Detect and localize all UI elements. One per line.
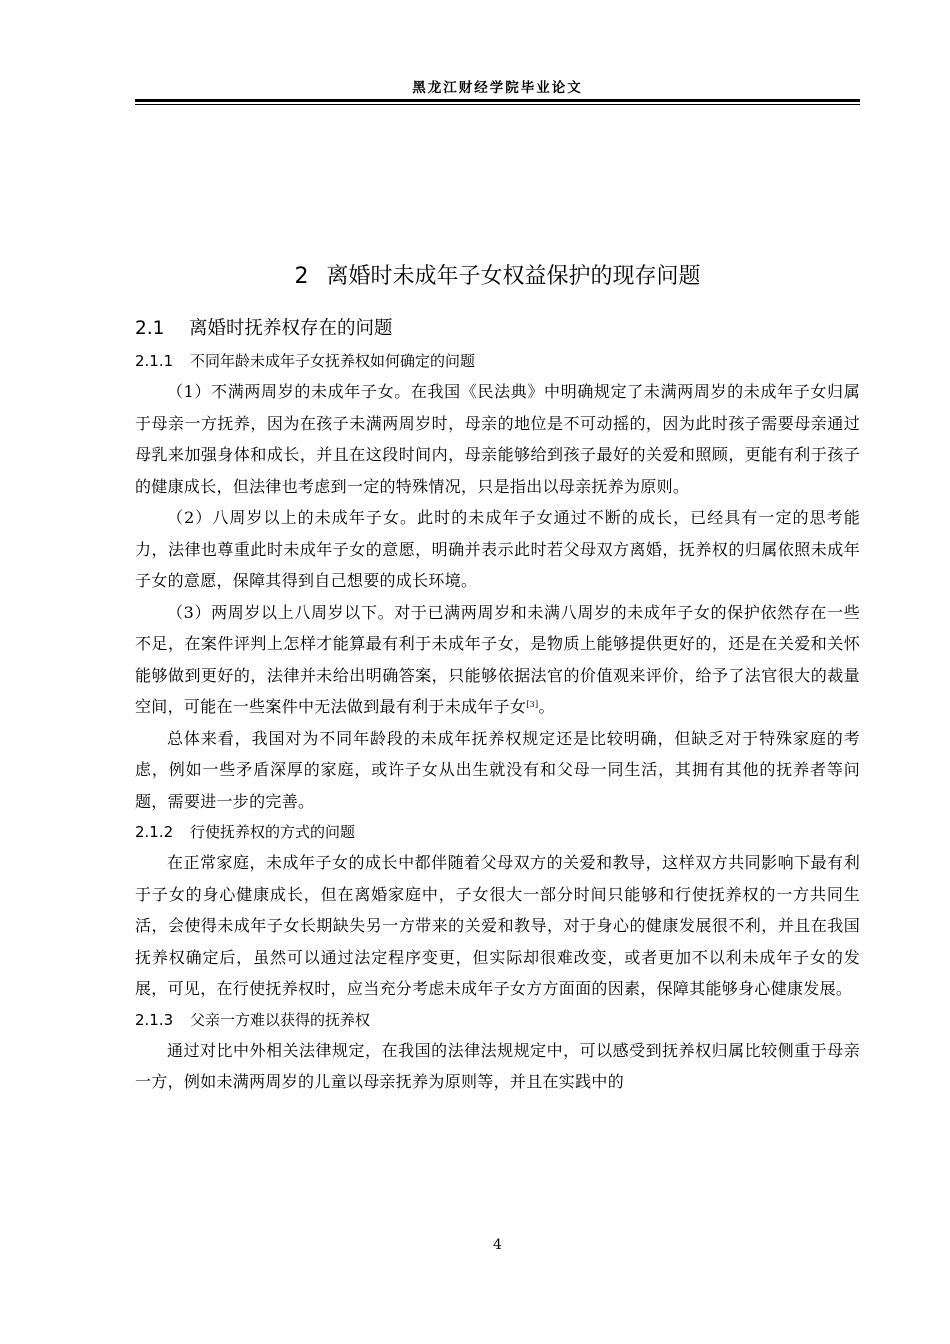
page-number: 4 bbox=[493, 1237, 502, 1253]
chapter-title-text: 离婚时未成年子女权益保护的现存问题 bbox=[326, 264, 701, 289]
paragraph: 通过对比中外相关法律规定，在我国的法律法规规定中，可以感受到抚养权归属比较侧重于母亲一方，例如未满两周岁的儿童以母亲抚养为原则等，并且在实践中的 bbox=[135, 1040, 860, 1091]
chapter-title bbox=[135, 261, 860, 293]
subsection-title: 不同年龄未成年子女抚养权如何确定的问题 bbox=[190, 352, 476, 370]
subsection-title: 父亲一方难以获得的抚养权 bbox=[190, 1010, 371, 1029]
subsection-title: 行使抚养权的方式的问题 bbox=[190, 823, 356, 841]
paragraph-text: （3）两周岁以上八周岁以下。对于已满两周岁和未满八周岁的未成年子女的保护依然存在一些不足，在案件评判上怎样才能算最有利于未成年子女，是物质上能够提供更好的，还是在关爱和关怀能够做到更好的，法律并未给出明确答案，只能够依据法官的价值观来评价，给予了法官很大的裁量空间，可能在一些案件中无法做到最有利于未成年子女 bbox=[135, 602, 860, 716]
paragraph: （2）八周岁以上的未成年子女。此时的未成年子女通过不断的成长，已经具有一定的思考能力，法律也尊重此时未成年子女的意愿，明确并表示此时若父母双方离婚，抚养权的归属依照未成年子女的意愿，保障其得到自己想要的成长环境。 bbox=[135, 508, 860, 590]
subsection-number: 2.1.3 bbox=[135, 1010, 174, 1029]
section-heading-2-1 bbox=[135, 312, 860, 346]
subsection-heading-2-1-2 bbox=[135, 817, 860, 847]
running-header: 黑龙江财经学院毕业论文 bbox=[412, 80, 583, 96]
citation-reference[interactable]: [3] bbox=[526, 700, 539, 709]
section-title: 离婚时抚养权存在的问题 bbox=[189, 318, 393, 339]
subsection-heading-2-1-1 bbox=[135, 346, 860, 376]
paragraph: 在正常家庭，未成年子女的成长中都伴随着父母双方的关爱和教导，这样双方共同影响下最有利于子女的身心健康成长，但在离婚家庭中，子女很大一部分时间只能够和行使抚养权的一方共同生活，会使得未成年子女长期缺失另一方带来的关爱和教导，对于身心的健康发展很不利，并且在我国抚养权确定后，虽然可以通过法定程序变更，但实际却很难改变，或者更加不以利未成年子女的发展，可见，在行使抚养权时，应当充分考虑未成年子女方方面面的因素，保障其能够身心健康发展。 bbox=[135, 853, 860, 998]
page-body bbox=[135, 312, 860, 1098]
subsection-number: 2.1.2 bbox=[135, 823, 174, 841]
header-rule-thick bbox=[135, 99, 860, 102]
paragraph bbox=[135, 597, 860, 723]
subsection-heading-2-1-3 bbox=[135, 1005, 860, 1035]
chapter-number: 2 bbox=[294, 264, 309, 289]
header-rule-thin bbox=[135, 104, 860, 105]
paragraph: 总体来看，我国对为不同年龄段的未成年抚养权规定还是比较明确，但缺乏对于特殊家庭的考虑，例如一些矛盾深厚的家庭，或许子女从出生就没有和父母一同生活，其拥有其他的抚养者等问题，需要进一步的完善。 bbox=[135, 728, 860, 811]
paragraph-tail: 。 bbox=[538, 697, 555, 716]
paragraph: （1）不满两周岁的未成年子女。在我国《民法典》中明确规定了未满两周岁的未成年子女归属于母亲一方抚养，因为在孩子未满两周岁时，母亲的地位是不可动摇的，因为此时孩子需要母亲通过母乳来加强身体和成长，并且在这段时间内，母亲能够给到孩子最好的关爱和照顾，更能有利于孩子的健康成长，但法律也考虑到一定的特殊情况，只是指出以母亲抚养为原则。 bbox=[135, 382, 860, 496]
subsection-number: 2.1.1 bbox=[135, 352, 174, 370]
section-number: 2.1 bbox=[135, 318, 165, 339]
